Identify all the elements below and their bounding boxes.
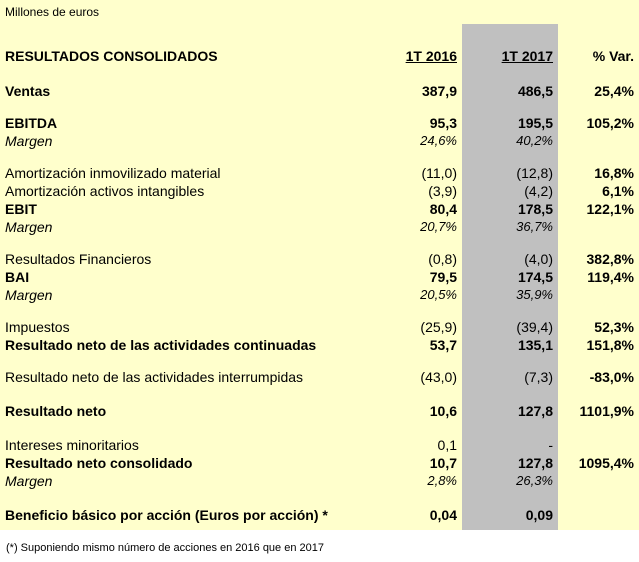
value-2017: (7,3): [462, 368, 558, 386]
value-2017: 135,1: [462, 336, 558, 354]
table-row: [0, 82, 639, 100]
value-var: [558, 132, 639, 150]
table-row: [0, 114, 639, 132]
spacer-row: [0, 100, 639, 114]
table-row: [0, 182, 639, 200]
table-row: [0, 506, 639, 524]
value-var: 16,8%: [558, 164, 639, 182]
row-label: EBITDA: [0, 114, 366, 132]
row-label: Resultado neto de las actividades continuadas: [0, 336, 366, 354]
table-row: [0, 268, 639, 286]
value-var: 6,1%: [558, 182, 639, 200]
value-var: 105,2%: [558, 114, 639, 132]
row-label: Margen: [0, 286, 366, 304]
row-label: Resultado neto de las actividades interrumpidas: [0, 368, 366, 386]
value-2017: (12,8): [462, 164, 558, 182]
value-2016: 24,6%: [366, 132, 462, 150]
value-2017: 0,09: [462, 506, 558, 524]
value-2017: (4,2): [462, 182, 558, 200]
spacer-row: [0, 354, 639, 368]
value-var: 382,8%: [558, 250, 639, 268]
value-2017: 127,8: [462, 454, 558, 472]
col-header-2017: 1T 2017: [462, 24, 558, 66]
value-2017: 26,3%: [462, 472, 558, 490]
value-2017: 35,9%: [462, 286, 558, 304]
value-2017: -: [462, 436, 558, 454]
table-row: [0, 436, 639, 454]
value-var: [558, 218, 639, 236]
row-label: Amortización inmovilizado material: [0, 164, 366, 182]
spacer-row: [0, 66, 639, 82]
col-header-var: % Var.: [558, 24, 639, 66]
value-2016: 20,7%: [366, 218, 462, 236]
value-var: 122,1%: [558, 200, 639, 218]
value-2017: 486,5: [462, 82, 558, 100]
value-2017: 127,8: [462, 402, 558, 420]
value-2017: 178,5: [462, 200, 558, 218]
value-var: 25,4%: [558, 82, 639, 100]
row-label: Resultados Financieros: [0, 250, 366, 268]
table-row: [0, 164, 639, 182]
value-2017: (4,0): [462, 250, 558, 268]
row-label: BAI: [0, 268, 366, 286]
table-row: [0, 218, 639, 236]
value-2016: (25,9): [366, 318, 462, 336]
results-table: [0, 24, 639, 530]
value-2016: 2,8%: [366, 472, 462, 490]
row-label: Margen: [0, 218, 366, 236]
row-label: Amortización activos intangibles: [0, 182, 366, 200]
row-label: Resultado neto: [0, 402, 366, 420]
footnote: (*) Suponiendo mismo número de acciones en 2016 que en 2017: [6, 542, 324, 554]
table-row: [0, 132, 639, 150]
value-2016: 0,1: [366, 436, 462, 454]
table-row: [0, 286, 639, 304]
value-var: 119,4%: [558, 268, 639, 286]
value-var: -83,0%: [558, 368, 639, 386]
row-label: Resultado neto consolidado: [0, 454, 366, 472]
value-2016: 10,7: [366, 454, 462, 472]
value-var: [558, 286, 639, 304]
value-2016: 80,4: [366, 200, 462, 218]
spacer-row: [0, 150, 639, 164]
table-row: [0, 454, 639, 472]
value-2016: 0,04: [366, 506, 462, 524]
table-row: [0, 368, 639, 386]
value-2016: 95,3: [366, 114, 462, 132]
value-2016: 53,7: [366, 336, 462, 354]
value-2016: (0,8): [366, 250, 462, 268]
spacer-row: [0, 386, 639, 402]
table-row: [0, 318, 639, 336]
table-row: [0, 250, 639, 268]
row-label: Ventas: [0, 82, 366, 100]
spacer-row: [0, 490, 639, 506]
table-title: RESULTADOS CONSOLIDADOS: [0, 24, 366, 66]
units-label: Millones de euros: [0, 0, 639, 24]
value-2016: 387,9: [366, 82, 462, 100]
value-var: 151,8%: [558, 336, 639, 354]
value-2016: 79,5: [366, 268, 462, 286]
spacer-row: [0, 420, 639, 436]
value-2017: 195,5: [462, 114, 558, 132]
row-label: Intereses minoritarios: [0, 436, 366, 454]
value-var: 1101,9%: [558, 402, 639, 420]
row-label: Margen: [0, 132, 366, 150]
value-2016: 20,5%: [366, 286, 462, 304]
value-var: [558, 472, 639, 490]
value-2017: 36,7%: [462, 218, 558, 236]
value-2016: 10,6: [366, 402, 462, 420]
table-row: [0, 472, 639, 490]
value-2017: 174,5: [462, 268, 558, 286]
row-label: Beneficio básico por acción (Euros por acción) *: [0, 506, 366, 524]
row-label: Impuestos: [0, 318, 366, 336]
value-2017: (39,4): [462, 318, 558, 336]
value-var: 1095,4%: [558, 454, 639, 472]
table-row: [0, 336, 639, 354]
value-2016: (11,0): [366, 164, 462, 182]
header-row: [0, 24, 639, 66]
value-var: 52,3%: [558, 318, 639, 336]
row-label: EBIT: [0, 200, 366, 218]
value-var: [558, 506, 639, 524]
row-label: Margen: [0, 472, 366, 490]
value-2016: (3,9): [366, 182, 462, 200]
value-var: [558, 436, 639, 454]
spacer-row: [0, 524, 639, 530]
table-row: [0, 402, 639, 420]
table-row: [0, 200, 639, 218]
spacer-row: [0, 304, 639, 318]
value-2017: 40,2%: [462, 132, 558, 150]
col-header-2016: 1T 2016: [366, 24, 462, 66]
spacer-row: [0, 236, 639, 250]
value-2016: (43,0): [366, 368, 462, 386]
